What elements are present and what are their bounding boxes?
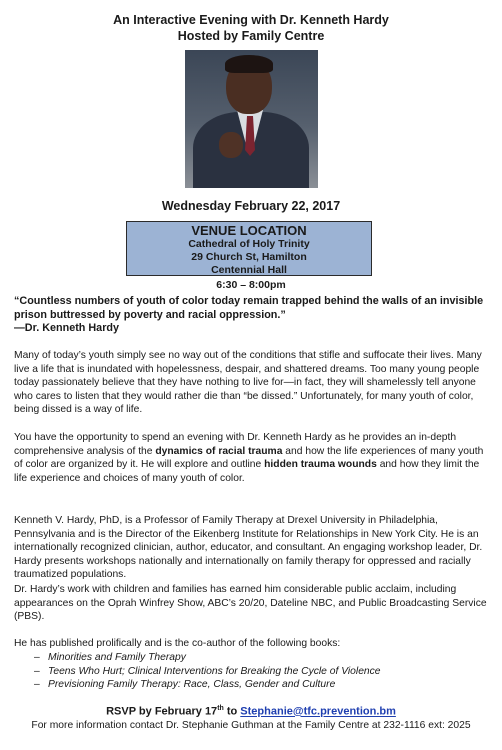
quote-block xyxy=(14,295,490,336)
venue-hall: Centennial Hall xyxy=(211,264,287,276)
quote-text: “Countless numbers of youth of color today remain trapped behind the walls of an invisible prison buttressed by poverty and racial oppression.” xyxy=(14,295,484,321)
contact-info: For more information contact Dr. Stephanie Guthman at the Family Centre at 232-1116 ext: 2025 xyxy=(31,720,471,731)
event-time: 6:30 – 8:00pm xyxy=(216,279,286,291)
opportunity-paragraph: You have the opportunity to spend an evening with Dr. Kenneth Hardy as he provides an in-depth comprehensive analysis of the dynamics of racial trauma and how the life experiences of many youth of color are organized by it. He will explore and outline hidden trauma wounds and how they limit the life experience and choices of many youth of color. xyxy=(14,432,484,484)
trauma-wounds-emphasis: hidden trauma wounds xyxy=(264,459,377,470)
event-title xyxy=(0,12,502,44)
list-item: – Minorities and Family Therapy xyxy=(34,652,186,663)
dash-bullet: – xyxy=(34,679,40,690)
list-item: – Previsioning Family Therapy: Race, Class, Gender and Culture xyxy=(34,679,336,690)
books-list xyxy=(34,651,381,692)
speaker-photo xyxy=(185,50,318,188)
list-item: – Teens Who Hurt; Clinical Interventions for Breaking the Cycle of Violence xyxy=(34,665,381,677)
event-date: Wednesday February 22, 2017 xyxy=(161,199,341,213)
venue-heading: VENUE LOCATION xyxy=(191,223,307,238)
dash-bullet: – xyxy=(34,665,40,677)
bio-paragraph: Kenneth V. Hardy, PhD, is a Professor of Family Therapy at Drexel University in Philadelphia, Pennsylvania and is the Director of the Eikenberg Institute for Relationships in New York City. He is an internationally recognized clinician, author, educator, and consultant. An engaging workshop leader, Dr. Hardy presents workshops nationally and internationally on family therapy for oppressed and racially traumatized populations. xyxy=(14,515,483,580)
rsvp-line: RSVP by February 17th to Stephanie@tfc.prevention.bm xyxy=(106,705,396,718)
quote-attribution: —Dr. Kenneth Hardy xyxy=(14,322,119,334)
title-line-2: Hosted by Family Centre xyxy=(177,29,325,43)
title-line-1: An Interactive Evening with Dr. Kenneth Hardy xyxy=(113,13,389,27)
venue-name: Cathedral of Holy Trinity xyxy=(188,238,310,250)
racial-trauma-emphasis: dynamics of racial trauma xyxy=(155,445,283,457)
venue-address: 29 Church St, Hamilton xyxy=(191,251,307,263)
acclaim-paragraph: Dr. Hardy’s work with children and families has earned him considerable public acclaim, including appearances on the Oprah Winfrey Show, ABC’s 20/20, Dateline NBC, and Public Broadcasting Service (PBS). xyxy=(14,584,487,622)
venue-box xyxy=(126,221,372,276)
dash-bullet: – xyxy=(34,652,40,663)
books-intro: He has published prolifically and is the co-author of the following books: xyxy=(14,638,341,649)
rsvp-email-link[interactable]: Stephanie@tfc.prevention.bm xyxy=(240,705,396,718)
intro-paragraph: Many of today’s youth simply see no way out of the conditions that stifle and suffocate their lives. Many live a life that is inundated with hopelessness, despair, and shattered dreams. Too many young people today passionately believe that they have nothing to live for—in fact, they will shamelessly tell anyone who cares to listen that they would rather die than “be dissed.” Unfortunately, for many youth of color, being dissed is a way of life. xyxy=(14,350,482,415)
